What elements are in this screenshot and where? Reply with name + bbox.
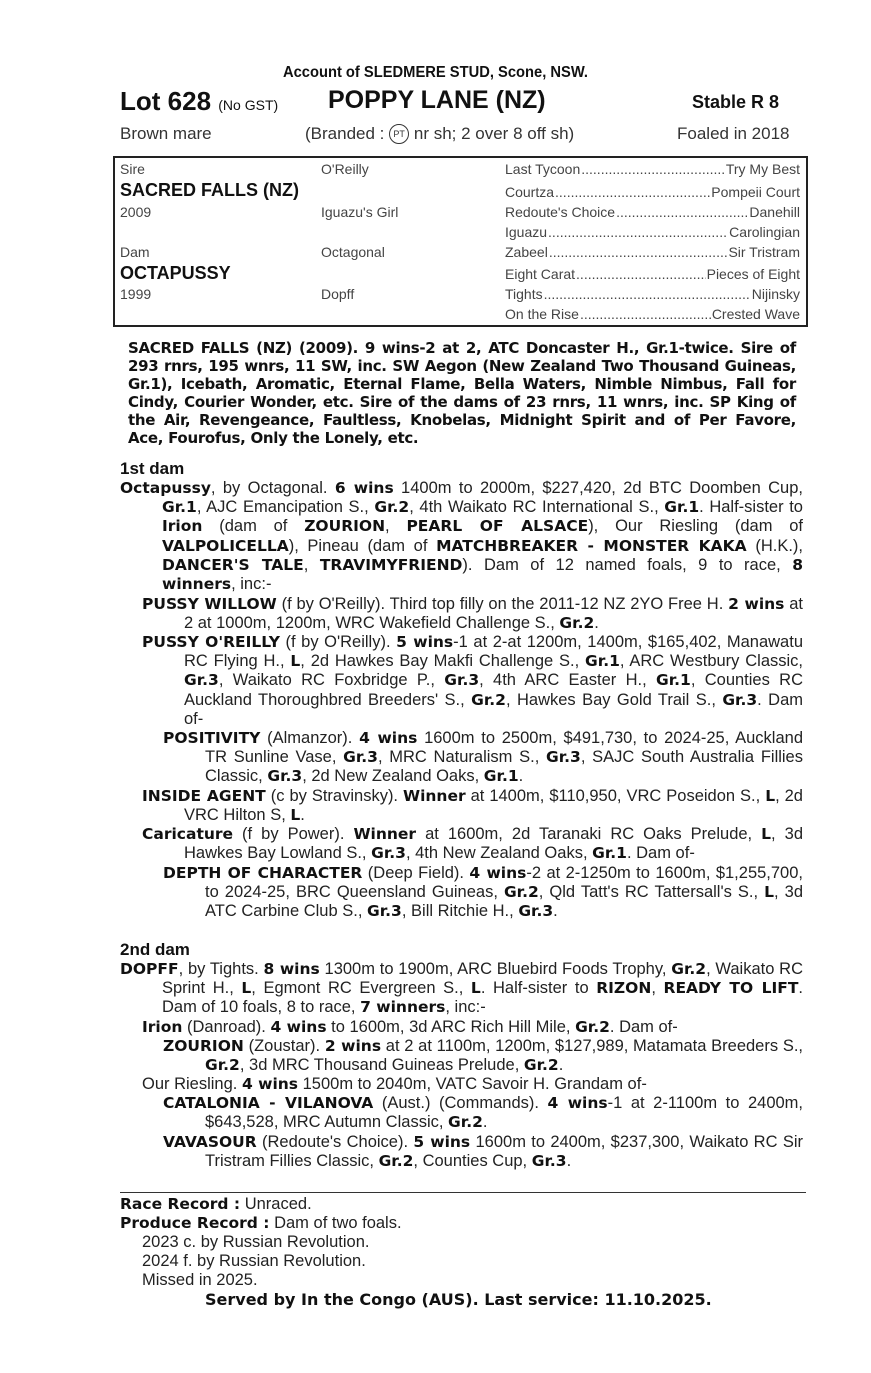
first-dam-entry: Octapussy, by Octagonal. 6 wins 1400m to 2000m, $227,420, 2d BTC Doomben Cup, Gr.1, AJC Emancipation S., Gr.2, 4th Waikato RC International S., Gr.1. Half-sister to Irion (dam of ZOURION, PEARL OF ALSACE), Our Riesling (dam of VALPOLICELLA), Pineau (dam of MATCHBREAKER - MONSTER KAKA (H.K.), DANCER'S TALE, TRAVIMYFRIEND). Dam of 12 named foals, 9 to race, 8 winners, inc:- (120, 479, 804, 594)
progeny-entry: Irion (Danroad). 4 wins to 1600m, 3d ARC Rich Hill Mile, Gr.2. Dam of- (142, 1018, 678, 1036)
pedigree-gen4-row (505, 204, 800, 220)
pedigree-gen4-row (505, 224, 800, 240)
produce-record-value: Dam of two foals. (274, 1214, 402, 1232)
pedigree-gen4-row (505, 266, 800, 282)
served-note: Served by In the Congo (AUS). Last service: 11.10.2025. (205, 1290, 712, 1309)
sire-dam: Iguazu's Girl (321, 204, 399, 220)
dam-dam: Dopff (321, 286, 355, 302)
progeny-entry: Caricature (f by Power). Winner at 1600m, 2d Taranaki RC Oaks Prelude, L, 3d Hawkes Bay Lowland S., Gr.3, 4th New Zealand Oaks, Gr.1. Dam of- (142, 825, 803, 863)
pedigree-gen4-row (505, 286, 800, 302)
dam-year: 1999 (120, 286, 152, 302)
pedigree-gen4-row (505, 184, 800, 200)
foal-entry: Missed in 2025. (142, 1271, 258, 1289)
second-dam-heading: 2nd dam (120, 940, 190, 959)
grandprogeny-entry: CATALONIA - VILANOVA (Aust.) (Commands). 4 wins-1 at 2-1100m to 2400m, $643,528, MRC Autumn Classic, Gr.2. (163, 1094, 803, 1132)
pedigree-gen4-row (505, 161, 800, 177)
ancestor-left: Iguazu (505, 224, 548, 240)
dam-sire: Octagonal (321, 244, 385, 260)
stable-location: Stable R 8 (692, 92, 780, 112)
ancestor-right: Nijinsky (751, 286, 800, 302)
sire-sire: O'Reilly (321, 161, 369, 177)
progeny-entry: PUSSY WILLOW (f by O'Reilly). Third top filly on the 2011-12 NZ 2YO Free H. 2 wins at 2 at 1000m, 1200m, WRC Wakefield Challenge S., Gr.2. (142, 595, 803, 633)
account-line: Account of SLEDMERE STUD, Scone, NSW. (282, 64, 589, 81)
ancestor-right: Crested Wave (711, 306, 800, 322)
foal-entry: 2023 c. by Russian Revolution. (142, 1233, 370, 1251)
progeny-entry: INSIDE AGENT (c by Stravinsky). Winner at 1400m, $110,950, VRC Poseidon S., L, 2d VRC Hilton S, L. (142, 787, 803, 825)
race-record (120, 1195, 312, 1214)
sire-summary: SACRED FALLS (NZ) (2009). 9 wins-2 at 2, ATC Doncaster H., Gr.1-twice. Sire of 293 rnrs, 195 wnrs, 11 SW, inc. SW Aegon (New Zealand Two Thousand Guineas, Gr.1), Icebath, Aromatic, Eternal Flame, Bella Waters, Nimble Nimbus, Fall for Cindy, Courier Wonder, etc. Sire of the dams of 23 rnrs, 11 wnrs, inc. SP King of the Air, Revengeance, Faultless, Knobelas, Midnight Spirit and of Per Favore, Ace, Fourofus, Only the Lonely, etc. (128, 339, 796, 447)
race-record-label: Race Record : (120, 1195, 241, 1213)
progeny-entry: PUSSY O'REILLY (f by O'Reilly). 5 wins-1 at 2-at 1200m, 1400m, $165,402, Manawatu RC Flying H., L, 2d Hawkes Bay Makfi Challenge S., Gr.1, ARC Westbury Classic, Gr.3, Waikato RC Foxbridge P., Gr.3, 4th ARC Easter H., Gr.1, Counties RC Auckland Thoroughbred Breeders' S., Gr.2, Hawkes Bay Gold Trail S., Gr.3. Dam of- (142, 633, 804, 728)
race-record-value: Unraced. (244, 1195, 312, 1213)
grandprogeny-entry: DEPTH OF CHARACTER (Deep Field). 4 wins-2 at 2-1250m to 1600m, $1,255,700, to 2024-25, BRC Queensland Guineas, Gr.2, Qld Tatt's RC Tattersall's S., L, 3d ATC Carbine Club S., Gr.3, Bill Ritchie H., Gr.3. (163, 864, 803, 921)
produce-record (120, 1214, 402, 1233)
pedigree-gen4-row (505, 244, 800, 260)
dam-label: Dam (120, 244, 150, 260)
ancestor-left: Eight Carat (505, 266, 576, 282)
sire-year: 2009 (120, 204, 152, 220)
sire-label: Sire (120, 161, 145, 177)
brand-description (305, 124, 574, 144)
lot-label: Lot 628 (120, 86, 212, 116)
ancestor-left: Last Tycoon (505, 161, 581, 177)
ancestor-left: Zabeel (505, 244, 548, 260)
foaled-year: Foaled in 2018 (677, 124, 790, 143)
section-divider (120, 1192, 806, 1193)
produce-record-label: Produce Record : (120, 1214, 270, 1232)
horse-sex: Brown mare (120, 124, 212, 143)
ancestor-left: Courtza (505, 184, 555, 200)
progeny-entry: Our Riesling. 4 wins 1500m to 2040m, VATC Savoir H. Grandam of- (142, 1075, 647, 1093)
pedigree-gen4-row (505, 306, 800, 322)
horse-name: POPPY LANE (NZ) (328, 86, 546, 114)
gst-note: (No GST) (218, 97, 279, 113)
second-dam-entry: DOPFF, by Tights. 8 wins 1300m to 1900m, ARC Bluebird Foods Trophy, Gr.2, Waikato RC Sprint H., L, Egmont RC Evergreen S., L. Half-sister to RIZON, READY TO LIFT. Dam of 10 foals, 8 to race, 7 winners, inc:- (120, 960, 804, 1017)
ancestor-right: Sir Tristram (728, 244, 800, 260)
ancestor-right: Danehill (749, 204, 800, 220)
ancestor-left: On the Rise (505, 306, 579, 322)
ancestor-right: Pieces of Eight (706, 266, 800, 282)
sire-name: SACRED FALLS (NZ) (120, 180, 299, 200)
lot-number (120, 86, 278, 117)
ancestor-right: Pompeii Court (711, 184, 800, 200)
dam-name: OCTAPUSSY (120, 263, 231, 283)
ancestor-right: Try My Best (725, 161, 800, 177)
first-dam-heading: 1st dam (120, 459, 185, 478)
foal-entry: 2024 f. by Russian Revolution. (142, 1252, 366, 1270)
grandprogeny-entry: POSITIVITY (Almanzor). 4 wins 1600m to 2500m, $491,730, to 2024-25, Auckland TR Sunline Vase, Gr.3, MRC Naturalism S., Gr.3, SAJC South Australia Fillies Classic, Gr.3, 2d New Zealand Oaks, Gr.1. (163, 729, 803, 786)
ancestor-left: Redoute's Choice (505, 204, 616, 220)
grandprogeny-entry: VAVASOUR (Redoute's Choice). 5 wins 1600m to 2400m, $237,300, Waikato RC Sir Tristram Fillies Classic, Gr.2, Counties Cup, Gr.3. (163, 1133, 803, 1171)
branded-suffix: nr sh; 2 over 8 off sh) (413, 124, 575, 143)
grandprogeny-entry: ZOURION (Zoustar). 2 wins at 2 at 1100m, 1200m, $127,989, Matamata Breeders S., Gr.2, 3d MRC Thousand Guineas Prelude, Gr.2. (163, 1037, 803, 1075)
brand-mark-icon: PT (389, 124, 409, 144)
ancestor-right: Carolingian (729, 224, 800, 240)
branded-prefix: (Branded : (305, 124, 385, 143)
ancestor-left: Tights (505, 286, 543, 302)
